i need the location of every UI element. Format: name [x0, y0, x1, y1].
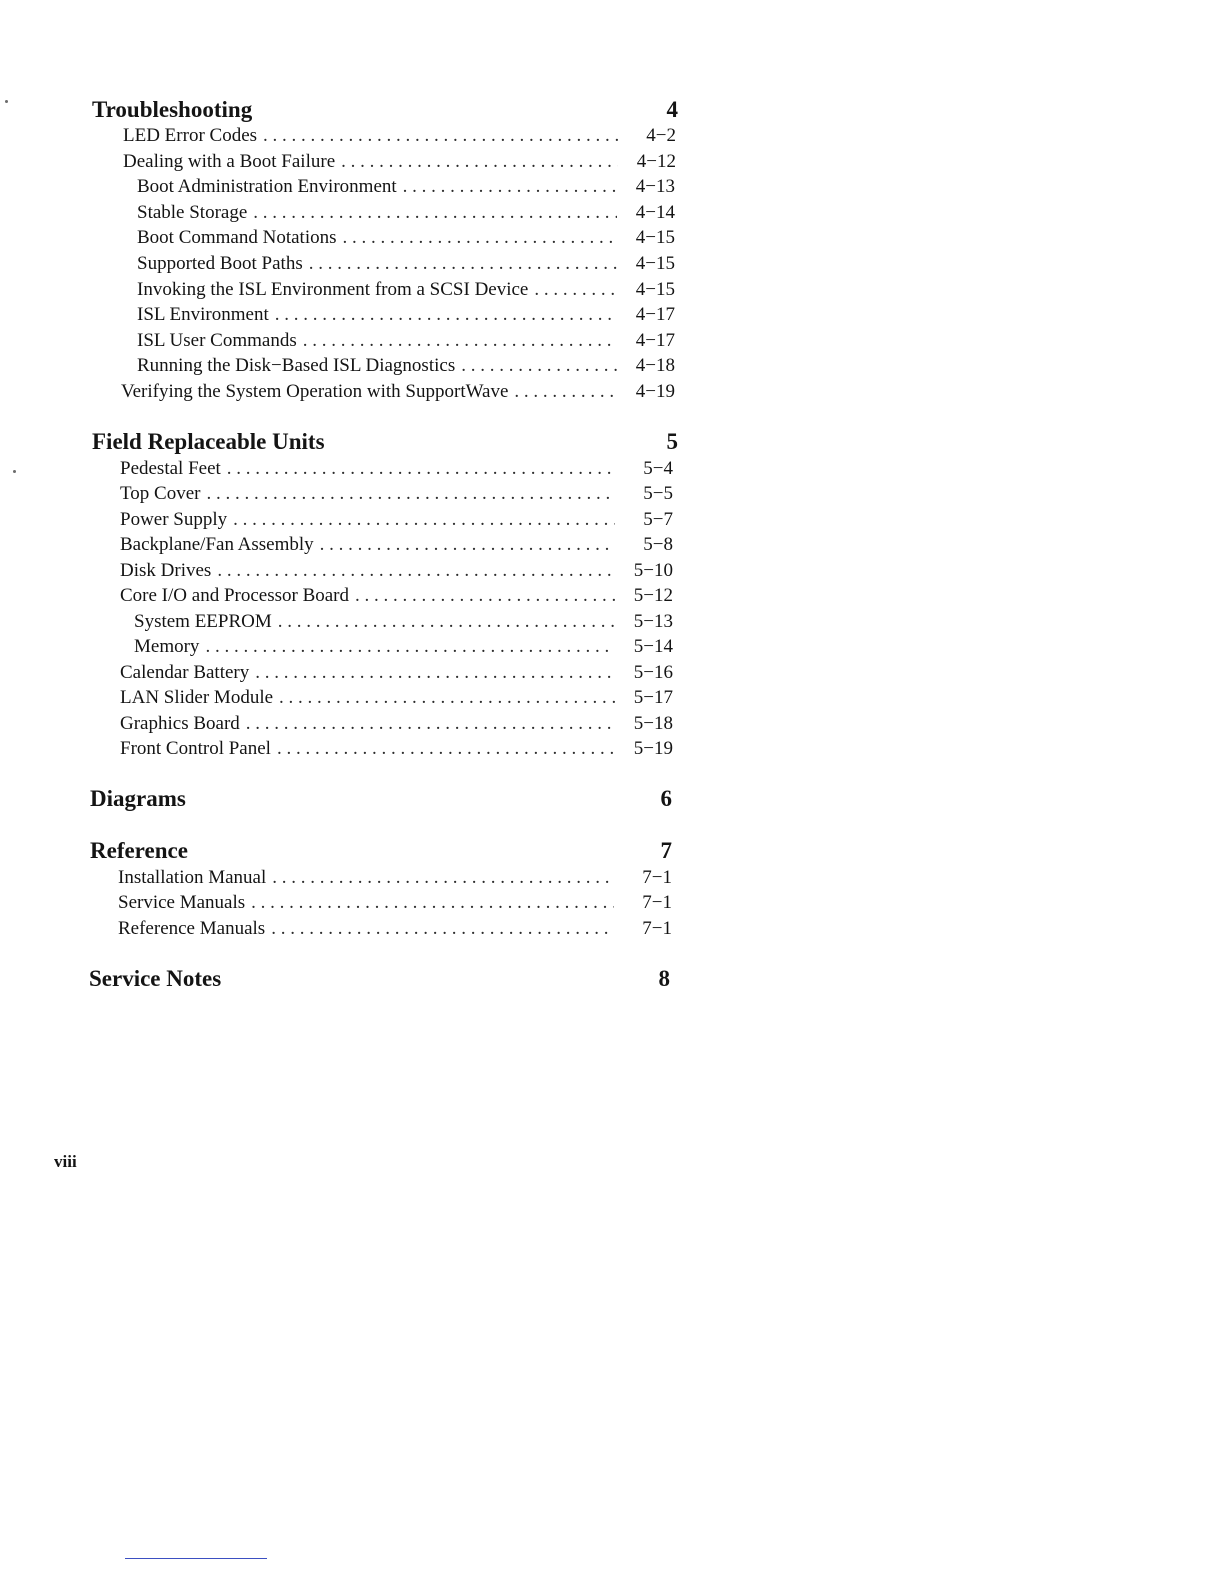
toc-entry-label: Invoking the ISL Environment from a SCSI Device	[137, 279, 529, 300]
toc-entry[interactable]	[137, 329, 675, 353]
toc-entry-label: Pedestal Feet	[120, 458, 221, 479]
toc-entry-page: 4−17	[635, 304, 675, 325]
chapter-heading-troubleshooting[interactable]	[92, 96, 678, 124]
toc-entry-page: 4−17	[635, 330, 675, 351]
toc-entry[interactable]	[118, 891, 672, 915]
toc-entry[interactable]	[137, 354, 675, 378]
toc-entry-page: 4−18	[635, 355, 675, 376]
toc-entry[interactable]	[120, 737, 673, 761]
dot-leader	[233, 508, 615, 532]
toc-entry-page: 5−4	[643, 458, 673, 479]
toc-entry-label: Supported Boot Paths	[137, 253, 303, 274]
dot-leader	[206, 482, 615, 506]
toc-entry[interactable]	[120, 712, 673, 736]
page-number: viii	[54, 1152, 77, 1171]
dot-leader	[403, 175, 617, 199]
toc-entry-page: 5−19	[633, 738, 673, 759]
toc-entry-page: 5−8	[643, 534, 673, 555]
chapter-number: 4	[666, 97, 678, 122]
dot-leader	[277, 737, 615, 761]
toc-entry-label: Calendar Battery	[120, 662, 250, 683]
chapter-number: 8	[658, 966, 670, 991]
toc-entry-page: 4−2	[646, 125, 676, 146]
dot-leader	[320, 533, 615, 557]
toc-entry-page: 5−14	[633, 636, 673, 657]
toc-entry[interactable]	[120, 559, 673, 583]
toc-entry-page: 7−1	[642, 892, 672, 913]
toc-entry-label: Reference Manuals	[118, 918, 266, 939]
toc-entry-page: 4−19	[635, 381, 675, 402]
toc-entry-page: 5−17	[633, 687, 673, 708]
dot-leader	[205, 635, 615, 659]
toc-entry-page: 5−10	[633, 560, 673, 581]
toc-entry[interactable]	[118, 917, 672, 941]
toc-entry-label: Stable Storage	[137, 202, 248, 223]
dot-leader	[246, 712, 615, 736]
toc-entry-label: LED Error Codes	[123, 125, 258, 146]
toc-entry-label: ISL User Commands	[137, 330, 297, 351]
toc-entry-label: Dealing with a Boot Failure	[123, 151, 336, 172]
dot-leader	[227, 457, 615, 481]
dot-leader	[355, 584, 615, 608]
chapter-heading-field-replaceable-units[interactable]	[92, 428, 678, 456]
toc-entry-page: 5−7	[643, 509, 673, 530]
dot-leader	[309, 252, 617, 276]
toc-entry-label: Service Manuals	[118, 892, 246, 913]
toc-entry-label: Graphics Board	[120, 713, 240, 734]
toc-entry-label: Installation Manual	[118, 867, 267, 888]
toc-entry-label: Memory	[134, 636, 200, 657]
toc-entry[interactable]	[137, 175, 675, 199]
toc-entry-page: 4−15	[635, 227, 675, 248]
toc-entry-label: Top Cover	[120, 483, 201, 504]
toc-entry[interactable]	[120, 584, 673, 608]
toc-entry[interactable]	[137, 278, 675, 302]
toc-entry-page: 4−12	[636, 151, 676, 172]
dot-leader	[255, 661, 615, 685]
toc-entry[interactable]	[118, 866, 672, 890]
chapter-title: Field Replaceable Units	[92, 429, 325, 454]
dot-leader	[278, 610, 615, 634]
toc-entry-page: 7−1	[642, 918, 672, 939]
toc-entry-label: System EEPROM	[134, 611, 272, 632]
dot-leader	[534, 278, 617, 302]
chapter-heading-reference[interactable]	[90, 837, 672, 865]
dot-leader	[461, 354, 617, 378]
toc-entry-page: 4−15	[635, 279, 675, 300]
dot-leader	[275, 303, 617, 327]
toc-entry-page: 5−16	[633, 662, 673, 683]
dot-leader	[514, 380, 617, 404]
toc-entry[interactable]	[137, 252, 675, 276]
dot-leader	[253, 201, 617, 225]
toc-entry-label: Running the Disk−Based ISL Diagnostics	[137, 355, 456, 376]
toc-entry[interactable]	[120, 457, 673, 481]
toc-entry-page: 5−18	[633, 713, 673, 734]
chapter-number: 6	[660, 786, 672, 811]
toc-entry-page: 4−14	[635, 202, 675, 223]
toc-entry[interactable]	[134, 610, 673, 634]
chapter-title: Diagrams	[90, 786, 186, 811]
dot-leader	[303, 329, 617, 353]
chapter-heading-diagrams[interactable]	[90, 785, 672, 813]
dot-leader	[343, 226, 618, 250]
scan-speck	[13, 470, 16, 473]
toc-entry-label: Boot Administration Environment	[137, 176, 397, 197]
dot-leader	[271, 917, 614, 941]
scan-speck	[5, 100, 8, 103]
toc-entry-label: LAN Slider Module	[120, 687, 274, 708]
toc-entry-label: Backplane/Fan Assembly	[120, 534, 314, 555]
toc-entry-page: 5−12	[633, 585, 673, 606]
dot-leader	[341, 150, 618, 174]
toc-entry-page: 4−15	[635, 253, 675, 274]
toc-entry-page: 7−1	[642, 867, 672, 888]
toc-entry[interactable]	[123, 124, 676, 148]
toc-entry[interactable]	[120, 508, 673, 532]
toc-entry-label: Front Control Panel	[120, 738, 271, 759]
toc-entry[interactable]	[123, 150, 676, 174]
toc-entry-page: 5−5	[643, 483, 673, 504]
toc-entry[interactable]	[120, 686, 673, 710]
toc-entry-label: Power Supply	[120, 509, 228, 530]
toc-entry-page: 4−13	[635, 176, 675, 197]
chapter-title: Reference	[90, 838, 188, 863]
toc-entry[interactable]	[121, 380, 675, 404]
dot-leader	[251, 891, 614, 915]
toc-entry[interactable]	[120, 533, 673, 557]
chapter-title: Service Notes	[89, 966, 222, 991]
toc-entry[interactable]	[120, 661, 673, 685]
chapter-number: 7	[660, 838, 672, 863]
dot-leader	[279, 686, 615, 710]
scan-artifact-line	[125, 1558, 267, 1559]
toc-entry-label: ISL Environment	[137, 304, 269, 325]
chapter-title: Troubleshooting	[92, 97, 253, 122]
toc-entry[interactable]	[137, 226, 675, 250]
toc-entry-label: Disk Drives	[120, 560, 212, 581]
toc-entry-label: Verifying the System Operation with SupportWave	[121, 381, 509, 402]
toc-entry[interactable]	[137, 201, 675, 225]
toc-entry-label: Boot Command Notations	[137, 227, 337, 248]
toc-entry[interactable]	[134, 635, 673, 659]
chapter-heading-service-notes[interactable]	[89, 965, 670, 993]
toc-entry[interactable]	[137, 303, 675, 327]
dot-leader	[217, 559, 615, 583]
dot-leader	[272, 866, 614, 890]
dot-leader	[263, 124, 618, 148]
chapter-number: 5	[666, 429, 678, 454]
toc-entry[interactable]	[120, 482, 673, 506]
toc-entry-page: 5−13	[633, 611, 673, 632]
toc-entry-label: Core I/O and Processor Board	[120, 585, 350, 606]
